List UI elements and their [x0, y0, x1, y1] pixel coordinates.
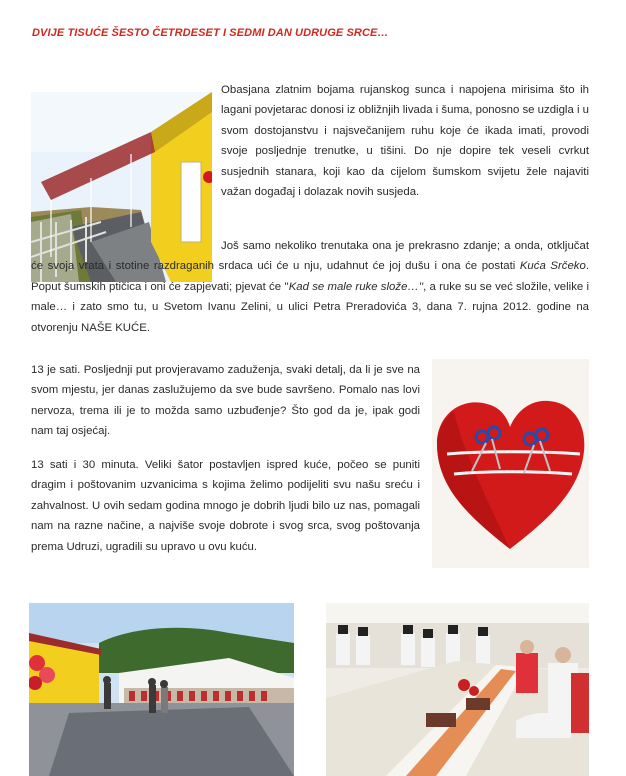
article-title: DVIJE TISUĆE ŠESTO ČETRDESET I SEDMI DAN UDRUGE SRCE…	[32, 27, 389, 39]
opening-text-e: , a ruke su se već složile, velike i male… i zato smo tu, u Svetom Ivanu Zelini, u ulici Petra Preradovića 3, dana 7. rujna 2012. godine na otvorenju NAŠE KUĆE.	[31, 280, 590, 334]
kuca-srceko-name: Kuća Srčeko	[519, 260, 586, 273]
song-title: Kad se male ruke slože…''	[288, 280, 424, 293]
heart-pillow-scissors-photo	[432, 359, 589, 568]
opening-text-c: . Poput šumskih ptičica i oni će zapjevati; pjevat će ''	[31, 260, 589, 293]
opening-text-a: Još samo nekoliko trenutaka ona je prekrasno zdanje; a onda, otključat će svoja vrata i stotine razdraganih srdaca ući će u nju, udahnut će joj dušu i ona će postati	[31, 240, 589, 273]
thirteen-oclock-paragraph: 13 je sati. Posljednji put provjeravamo zaduženja, svaki detalj, da li je sve na svom mjestu, jer danas zaslužujemo da sve bude savršeno. Pomalo nas lovi nervoza, trema ili je to možda samo uzbuđenje? Što god da je, ipak godi nam taj osjećaj.	[31, 364, 420, 438]
opening-paragraph	[31, 236, 589, 338]
band-performance-photo	[326, 603, 589, 776]
tent-guests-photo	[29, 603, 294, 776]
half-past-paragraph: 13 sati i 30 minuta. Veliki šator postavljen ispred kuće, počeo se puniti dragim i poštovanim uzvanicima s kojima želimo podijeliti svu našu sreću i zahvalnost. U ovih sedam godina mnogo je dobrih ljudi bilo uz nas, pomagali nam na razne načine, a najviše svoje dobrote i svog srca, svog poštovanja prema Udruzi, ugradili su upravo u ovu kuću.	[31, 459, 420, 553]
intro-paragraph: Obasjana zlatnim bojama rujanskog sunca i napojena mirisima što ih lagani povjetarac donosi iz obližnjih livada i šuma, ponosno se uzdigla i u svom dostojanstvu i najsvečanijem ruhu koje će ikada imati, provodi svoje posljednje trenutke, u tišini. Do nje dopire tek veseli cvrkut susjednih stanara, koji kao da cijelom šumskom svijetu žele najaviti važan događaj i dolazak novih susjeda.	[221, 84, 589, 199]
